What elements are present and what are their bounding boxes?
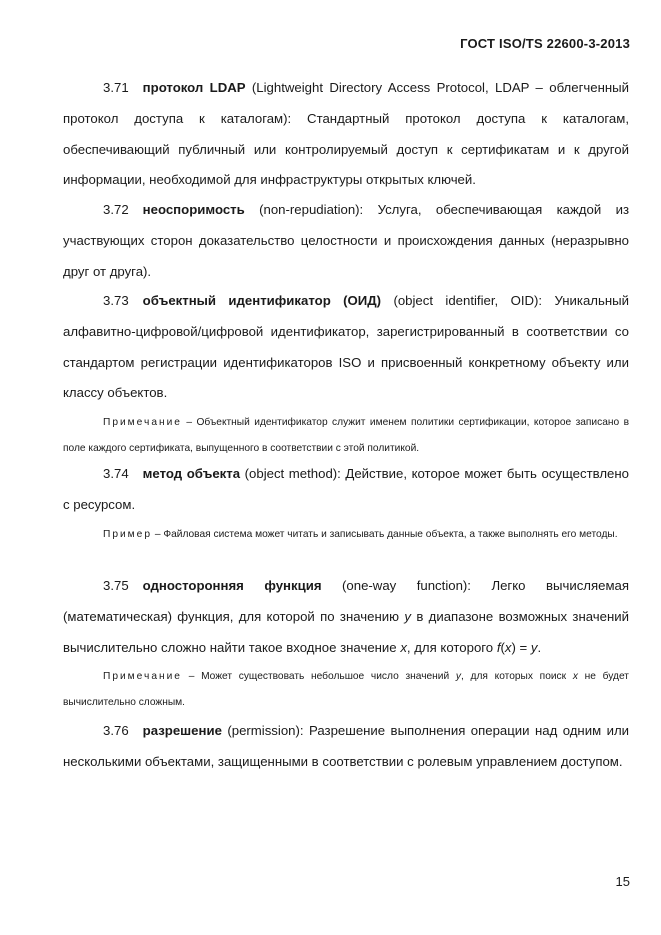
term-entry-3-73 — [63, 286, 629, 409]
document-header: ГОСТ ISO/TS 22600-3-2013 — [460, 36, 630, 51]
term-title: разрешение — [142, 723, 222, 738]
term-definition: (non-repudiation): Услуга, обеспечивающая каждой из участвующих сторон доказательство целостности и происхождения данных (неразрывно друг от друга). — [63, 202, 629, 279]
term-definition-part: в диапазоне возможных значений вычислительно сложно найти такое входное значение — [63, 608, 630, 655]
term-definition-part: , для которого — [406, 639, 494, 655]
note-text: – Объектный идентификатор служит именем политики сертификации, которое записано в поле каждого сертификата, выпущенного в соответствии с этой политикой. — [63, 417, 629, 454]
note-one-way-function — [63, 664, 629, 716]
note-label: Примечание — [103, 417, 182, 428]
term-title: объектный идентификатор (ОИД) — [142, 293, 382, 308]
term-entry-3-76 — [63, 716, 629, 778]
function-f: f — [496, 639, 501, 655]
example-object-method — [63, 522, 629, 548]
variable-x: x — [572, 671, 578, 682]
term-definition: (object identifier, OID): Уникальный алфавитно-цифровой/цифровой идентификатор, зарегистрированный в соответствии со стандартом регистрации идентификаторов ISO и присвоенный конкретному объекту или классу объектов. — [63, 293, 629, 401]
function-arg-x: x — [504, 639, 512, 655]
term-number: 3.74 — [103, 466, 129, 481]
function-value-y: y — [530, 639, 538, 655]
term-definition-part: . — [537, 639, 542, 655]
term-number: 3.76 — [103, 723, 129, 738]
note-text: – Файловая система может читать и записывать данные объекта, а также выполнять его методы. — [154, 529, 618, 540]
term-number: 3.73 — [103, 293, 129, 308]
term-title: односторонняя функция — [142, 578, 322, 593]
term-definition-part: (one-way function): Легко вычисляемая (математическая) функция, для которой по значению — [63, 578, 629, 624]
term-entry-3-75 — [63, 571, 629, 663]
note-label: Пример — [103, 529, 153, 540]
note-oid — [63, 410, 629, 462]
paren-close-equals: ) = — [511, 639, 528, 655]
term-definition: (permission): Разрешение выполнения операции над одним или несколькими объектами, защищенными в соответствии с ролевым управлением доступом. — [63, 723, 630, 769]
note-text-part: не будет вычислительно сложным. — [63, 671, 629, 708]
variable-y: y — [404, 608, 411, 624]
paren-open: ( — [500, 639, 505, 655]
note-text-part: – Может существовать небольшое число значений — [188, 671, 450, 682]
term-entry-3-72 — [63, 195, 629, 287]
term-title: неоспоримость — [142, 202, 245, 217]
term-definition: (Lightweight Directory Access Protocol, LDAP – облегченный протокол доступа к каталогам): Стандартный протокол доступа к каталогам, обеспечивающий публичный или контролируемый доступ к сертификатам и к другой информации, необходимой для инфраструктуры открытых ключей. — [63, 80, 629, 188]
note-label: Примечание — [103, 671, 182, 682]
term-number: 3.72 — [103, 202, 129, 217]
term-definition: (object method): Действие, которое может быть осуществлено с ресурсом. — [63, 466, 629, 512]
term-entry-3-71 — [63, 73, 629, 196]
term-entry-3-74 — [63, 459, 629, 521]
term-number: 3.71 — [103, 80, 129, 95]
term-title: метод объекта — [142, 466, 241, 481]
note-text-part: , для которых поиск — [461, 671, 567, 682]
term-number: 3.75 — [103, 578, 129, 593]
variable-x: x — [400, 639, 407, 655]
variable-y: y — [455, 671, 461, 682]
term-title: протокол LDAP — [142, 80, 246, 95]
page-number: 15 — [615, 874, 630, 889]
